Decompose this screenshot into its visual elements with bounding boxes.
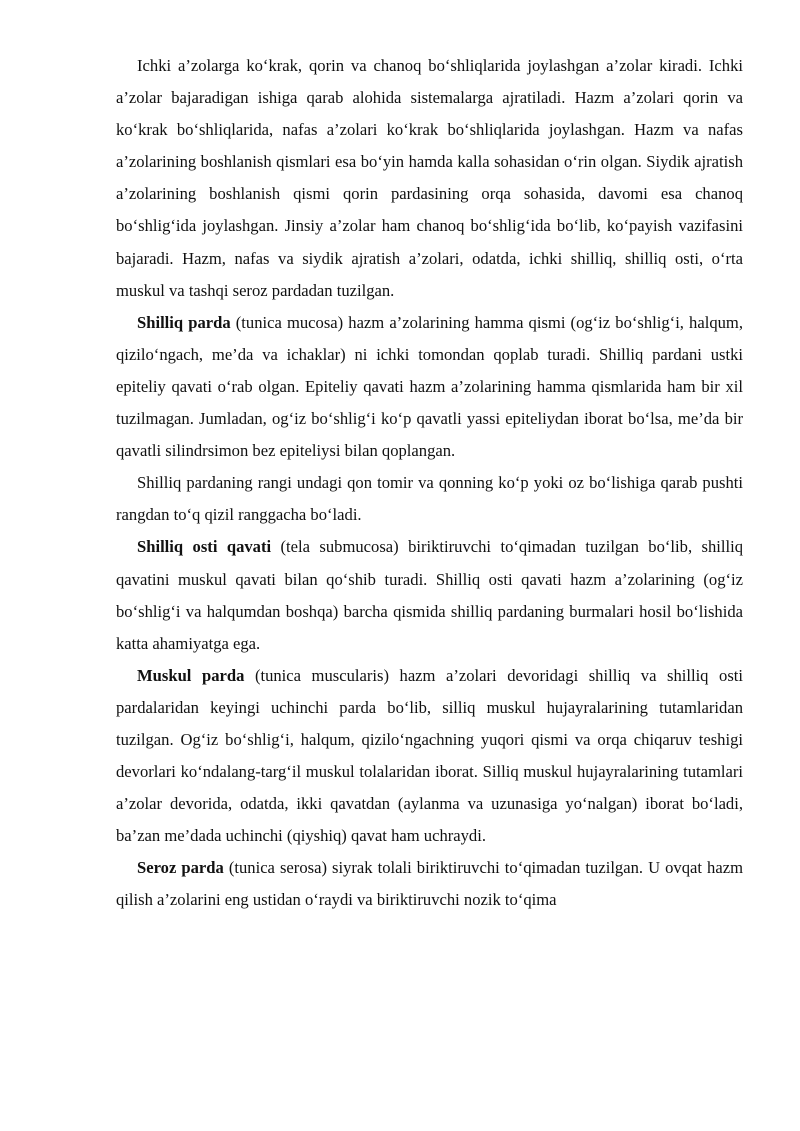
paragraph-text: Ichki a’zolarga ko‘krak, qorin va chanoq bo‘shliqlarida joylashgan a’zolar kiradi. Ichki a’zolar bajaradigan ishiga qarab alohida sistemalarga ajratiladi. Hazm a’zolari qorin va ko‘krak bo‘shliqlarida, nafas a’zolari ko‘krak bo‘shliqlarida joylashgan. Hazm va nafas a’zolarining boshlanish qismlari esa bo‘yin hamda kalla sohasidan o‘rin olgan. Siydik ajratish a’zolarining boshlanish qismi qorin pardasining orqa sohasida, davomi esa chanoq bo‘shlig‘ida joylashgan. Jinsiy a’zolar ham chanoq bo‘shlig‘ida bo‘lib, ko‘payish vazifasini bajaradi. Hazm, nafas va siydik ajratish a’zolari, odatda, ichki shilliq, shilliq osti, o‘rta muskul va tashqi seroz pardadan tuzilgan.	[116, 56, 743, 300]
paragraph-term: Shilliq parda	[137, 312, 231, 332]
paragraph-term: Muskul parda	[137, 665, 245, 685]
paragraph-text: (tunica muscularis) hazm a’zolari devoridagi shilliq va shilliq osti pardalaridan keyingi uchinchi parda bo‘lib, silliq muskul hujayralarining tutamlaridan tuzilgan. Og‘iz bo‘shlig‘i, halqum, qizilo‘ngachning yuqori qismi va orqa chiqaruv teshigi devorlari ko‘ndalang-targ‘il muskul tolalaridan iborat. Silliq muskul hujayralarining tutamlari a’zolar devorida, odatda, ikki qavatdan (aylanma va uzunasiga yo‘nalgan) iborat bo‘ladi, ba’zan me’dada uchinchi (qiyshiq) qavat ham uchraydi.	[116, 665, 743, 846]
paragraph-text: (tunica serosa) siyrak tolali biriktiruvchi to‘qimadan tuzilgan. U ovqat hazm qilish a’zolarini eng ustidan o‘raydi va biriktiruvchi nozik to‘qima	[116, 858, 743, 910]
paragraph-text: (tela submucosa) biriktiruvchi to‘qimadan tuzilgan bo‘lib, shilliq qavatini muskul qavati bilan qo‘shib turadi. Shilliq osti qavati hazm a’zolarining (og‘iz bo‘shlig‘i va halqumdan boshqa) barcha qismida shilliq pardaning burmalari hosil bo‘lishida katta ahamiyatga ega.	[116, 537, 743, 653]
paragraph-term: Seroz parda	[137, 858, 224, 878]
paragraph-text: (tunica mucosa) hazm a’zolarining hamma qismi (og‘iz bo‘shlig‘i, halqum, qizilo‘ngach, me’da va ichaklar) ni ichki tomondan qoplab turadi. Shilliq pardani ustki epiteliy qavati o‘rab olgan. Epiteliy qavati hazm a’zolarining hamma qismlarida ham bir xil tuzilmagan. Jumladan, og‘iz bo‘shlig‘i ko‘p qavatli yassi epiteliydan iborat bo‘lsa, me’da bir qavatli silindrsimon bez epiteliysi bilan qoplangan.	[116, 312, 743, 461]
document-page	[116, 50, 743, 917]
paragraph-term: Shilliq osti qavati	[137, 537, 272, 557]
paragraph-ichki-azolar	[116, 50, 743, 307]
paragraph-shilliq-parda	[116, 307, 743, 467]
paragraph-shilliq-osti-qavati	[116, 531, 743, 659]
paragraph-muskul-parda	[116, 660, 743, 853]
paragraph-shilliq-rangi	[116, 467, 743, 531]
paragraph-seroz-parda	[116, 852, 743, 916]
paragraph-text: Shilliq pardaning rangi undagi qon tomir va qonning ko‘p yoki oz bo‘lishiga qarab pushti rangdan to‘q qizil ranggacha bo‘ladi.	[116, 473, 743, 525]
